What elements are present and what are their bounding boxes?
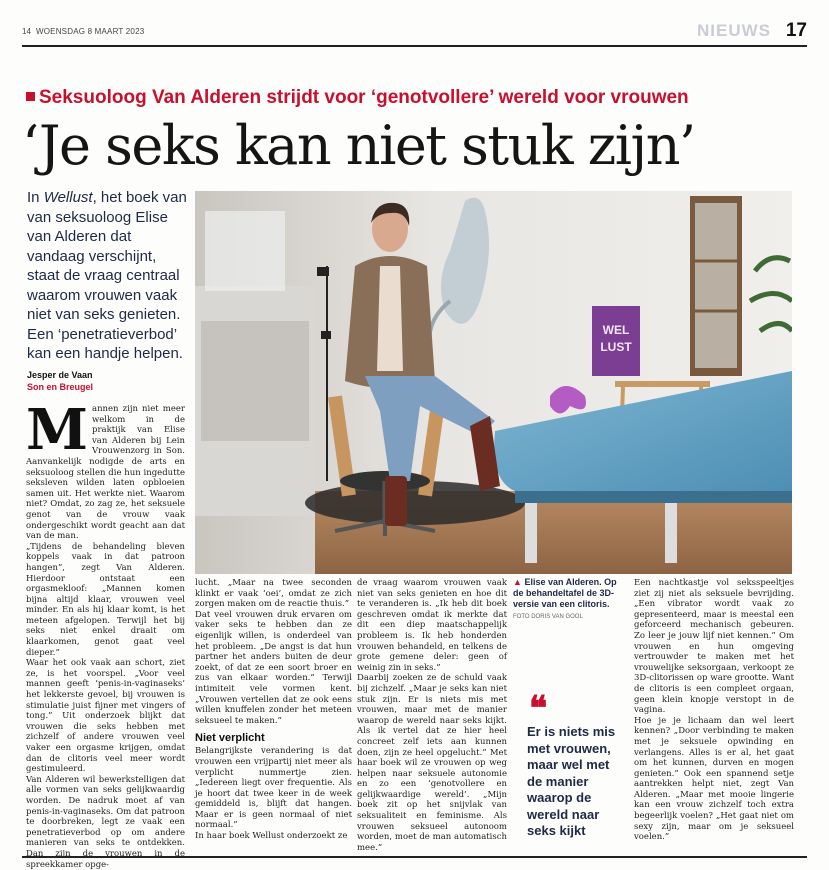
byline-location: Son en Breugel [27, 382, 94, 392]
paragraph: Belangrijkste verandering is dat vrouwen een vrijpartij niet meer als verplicht nummertje zien. „Iedereen liegt over frequentie. Als je hoort dat twee keer in de week gemiddeld is, blijft dat hangen. Maar er is geen normaal of niet normaal.” [195, 746, 352, 831]
paragraph: lucht. „Maar na twee seconden klinkt er vaak ‘oei’, omdat ze zich zorgen maken om de reactie thuis.” [195, 578, 352, 610]
photo-caption [513, 577, 625, 621]
body-column-4 [634, 578, 794, 843]
paragraph: „Tijdens de behandeling bleven koppels vaak in dat patroon hangen”, zegt Van Alderen. Hierdoor ontstaat een orgasmekloof: „Mannen komen bijna altijd klaar, vrouwen veel minder. En als hij klaar komt, is het meteen afgelopen. Terwijl het bij seks niet enkel draait om klaarkomen, genot gaat veel dieper.” [26, 541, 185, 658]
caption-triangle-icon: ▲ [513, 577, 522, 587]
paragraph: Daarbij zoeken ze de schuld vaak bij zichzelf. „Maar je seks kan niet stuk zijn. Er is niets mis met vrouwen, maar met de manier waarop de wereld naar seks kijkt. Als ik vertel dat ze hier heel concreet zelf iets aan kunnen doen, zijn ze heel opgelucht.” Met haar boek wil ze vrouwen op weg helpen naar seksuele autonomie en zo een ‘genotvollere en gelijkwaardige wereld’. „Mijn boek zit op het snijvlak van seksualiteit en feminisme. Als vrouwen seksueel autonoom worden, moet de man automatisch mee.” [357, 673, 507, 853]
body-column-1 [26, 397, 185, 870]
paragraph [26, 397, 185, 542]
headline: ‘Je seks kan niet stuk zijn’ [22, 114, 695, 177]
photo-credit: FOTO DORIS VAN GOOL [513, 614, 583, 620]
kicker [26, 87, 806, 109]
intro-rest: , het boek van van seksuoloog Elise van Alderen dat vandaag verschijnt, staat de vraag centraal waarom vrouwen vaak niet van seks genieten. Een ‘penetratieverbod’ kan een handje helpen. [27, 189, 187, 362]
paragraph: de vraag waarom vrouwen vaak niet van seks genieten en hoe dit te veranderen is. „Ik heb dit boek geschreven omdat ik merkte dat dit een diep maatschappelijk probleem is. Ik heb honderden vrouwen behandeld, en telkens de grote gemene deler: geen of weinig zin in seks.” [357, 578, 507, 673]
intro-text [27, 188, 187, 364]
section-label: NIEUWS [697, 21, 771, 40]
book-title-top: WEL [602, 323, 630, 337]
caption-text: Elise van Alderen. Op de behandeltafel de 3D-versie van een clitoris. [513, 577, 617, 609]
paragraph: Een nachtkastje vol seksspeeltjes ziet zij niet als seksuele bevrijding. „Een vibrator wordt vaak zo gepresenteerd, maar is meestal een geforceerd mechanisch gebeuren. Zo leer je jouw lijf niet kennen.” Om vrouwen en hun omgeving vertrouwder te maken met het vrouwelijke seksorgaan, verkoopt ze 3D-clitorissen op ware grootte. Want de clitoris is een compleet orgaan, geen klein knopje verstopt in de vagina. [634, 578, 794, 716]
intro-prefix: In [27, 189, 44, 206]
photo-illustration [195, 191, 792, 574]
paragraph: In haar boek Wellust onderzoekt ze [195, 831, 348, 842]
subhead: Niet verplicht [195, 732, 265, 745]
page-footer-rule [22, 856, 807, 858]
byline: Jesper de Vaan [27, 370, 93, 380]
paragraph: Dat veel vrouwen druk ervaren om vaker seks te hebben dan ze eigenlijk willen, is onderdeel van het probleem. „De angst is dat hun partner het anders buiten de deur zoekt, of dat ze een soort broer en zus van elkaar worden.” Terwijl intimiteit vele vormen kent. „Vrouwen vertellen dat ze ook eens willen knuffelen zonder het meteen seksueel te maken.” [195, 609, 352, 726]
page-number-right: 17 [785, 20, 807, 41]
drop-cap: M [26, 397, 88, 463]
kicker-text: Seksuoloog Van Alderen strijdt voor ‘genotvollere’ wereld voor vrouwen [39, 87, 689, 108]
page-number-left: 14 [22, 27, 31, 36]
paragraph: Waar het ook vaak aan schort, ziet ze, is het voorspel. „Voor veel mannen geeft ‘penis-in-vaginaseks’ het lekkerste gevoel, bij vrouwen is stimulatie juist fijner met vingers of tong.” Uit onderzoek blijkt dat vrouwen die seks hebben met zichzelf of andere vrouwen veel vaker een orgasme krijgen, omdat dan de clitoris veel meer wordt gestimuleerd. [26, 658, 185, 775]
body-column-3 [357, 578, 507, 853]
paragraph: Hoe je je lichaam dan wel leert kennen? „Door verbinding te maken met je seksuele opwinding en verlangens. Alles is er al, het gaat om het kunnen, durven en mogen genieten.” Ook een spannend setje aantrekken helpt niet, zegt Van Alderen. „Maar met mooie lingerie kan een vrouw zichzelf toch extra begeerlijk voelen? „Het gaat niet om sexy zijn, maar om je seksueel voelen.” [634, 715, 794, 843]
intro-book-title: Wellust [43, 189, 93, 206]
page-header [22, 19, 807, 47]
pull-quote: Er is niets mis met vrouwen, maar wel met de manier waarop de wereld naar seks kijkt [527, 724, 616, 838]
quote-mark-icon: ❝ [529, 690, 548, 728]
issue-date: WOENSDAG 8 MAART 2023 [36, 27, 145, 36]
body-column-2 [195, 578, 352, 842]
kicker-square-icon [26, 92, 35, 101]
book-title-bottom: LUST [600, 340, 632, 354]
paragraph-text: annen zijn niet meer welkom in de praktijk van Elise van Alderen bij Lein Vrouwenzorg in Son. Aanvankelijk nodigde de arts en seksuoloog stellen die hun ingedutte seksleven wilden laten opbloeien samen uit. Het werkte niet. Waarom niet? Omdat, zo zag ze, het seksuele genot van de vrouw vaak ondergeschikt wordt geacht aan dat van de man. [26, 404, 185, 542]
article-photo [195, 191, 792, 574]
paragraph: Van Alderen wil bewerkstelligen dat alle vormen van seks gelijkwaardig worden. De nadruk moet af van penis-in-vaginaseks. Om dat patroon te doorbreken, legt ze vaak een penetratieverbod op om andere manieren van seks te ontdekken. Dan zijn de vrouwen in de spreekkamer opge- [26, 774, 185, 870]
